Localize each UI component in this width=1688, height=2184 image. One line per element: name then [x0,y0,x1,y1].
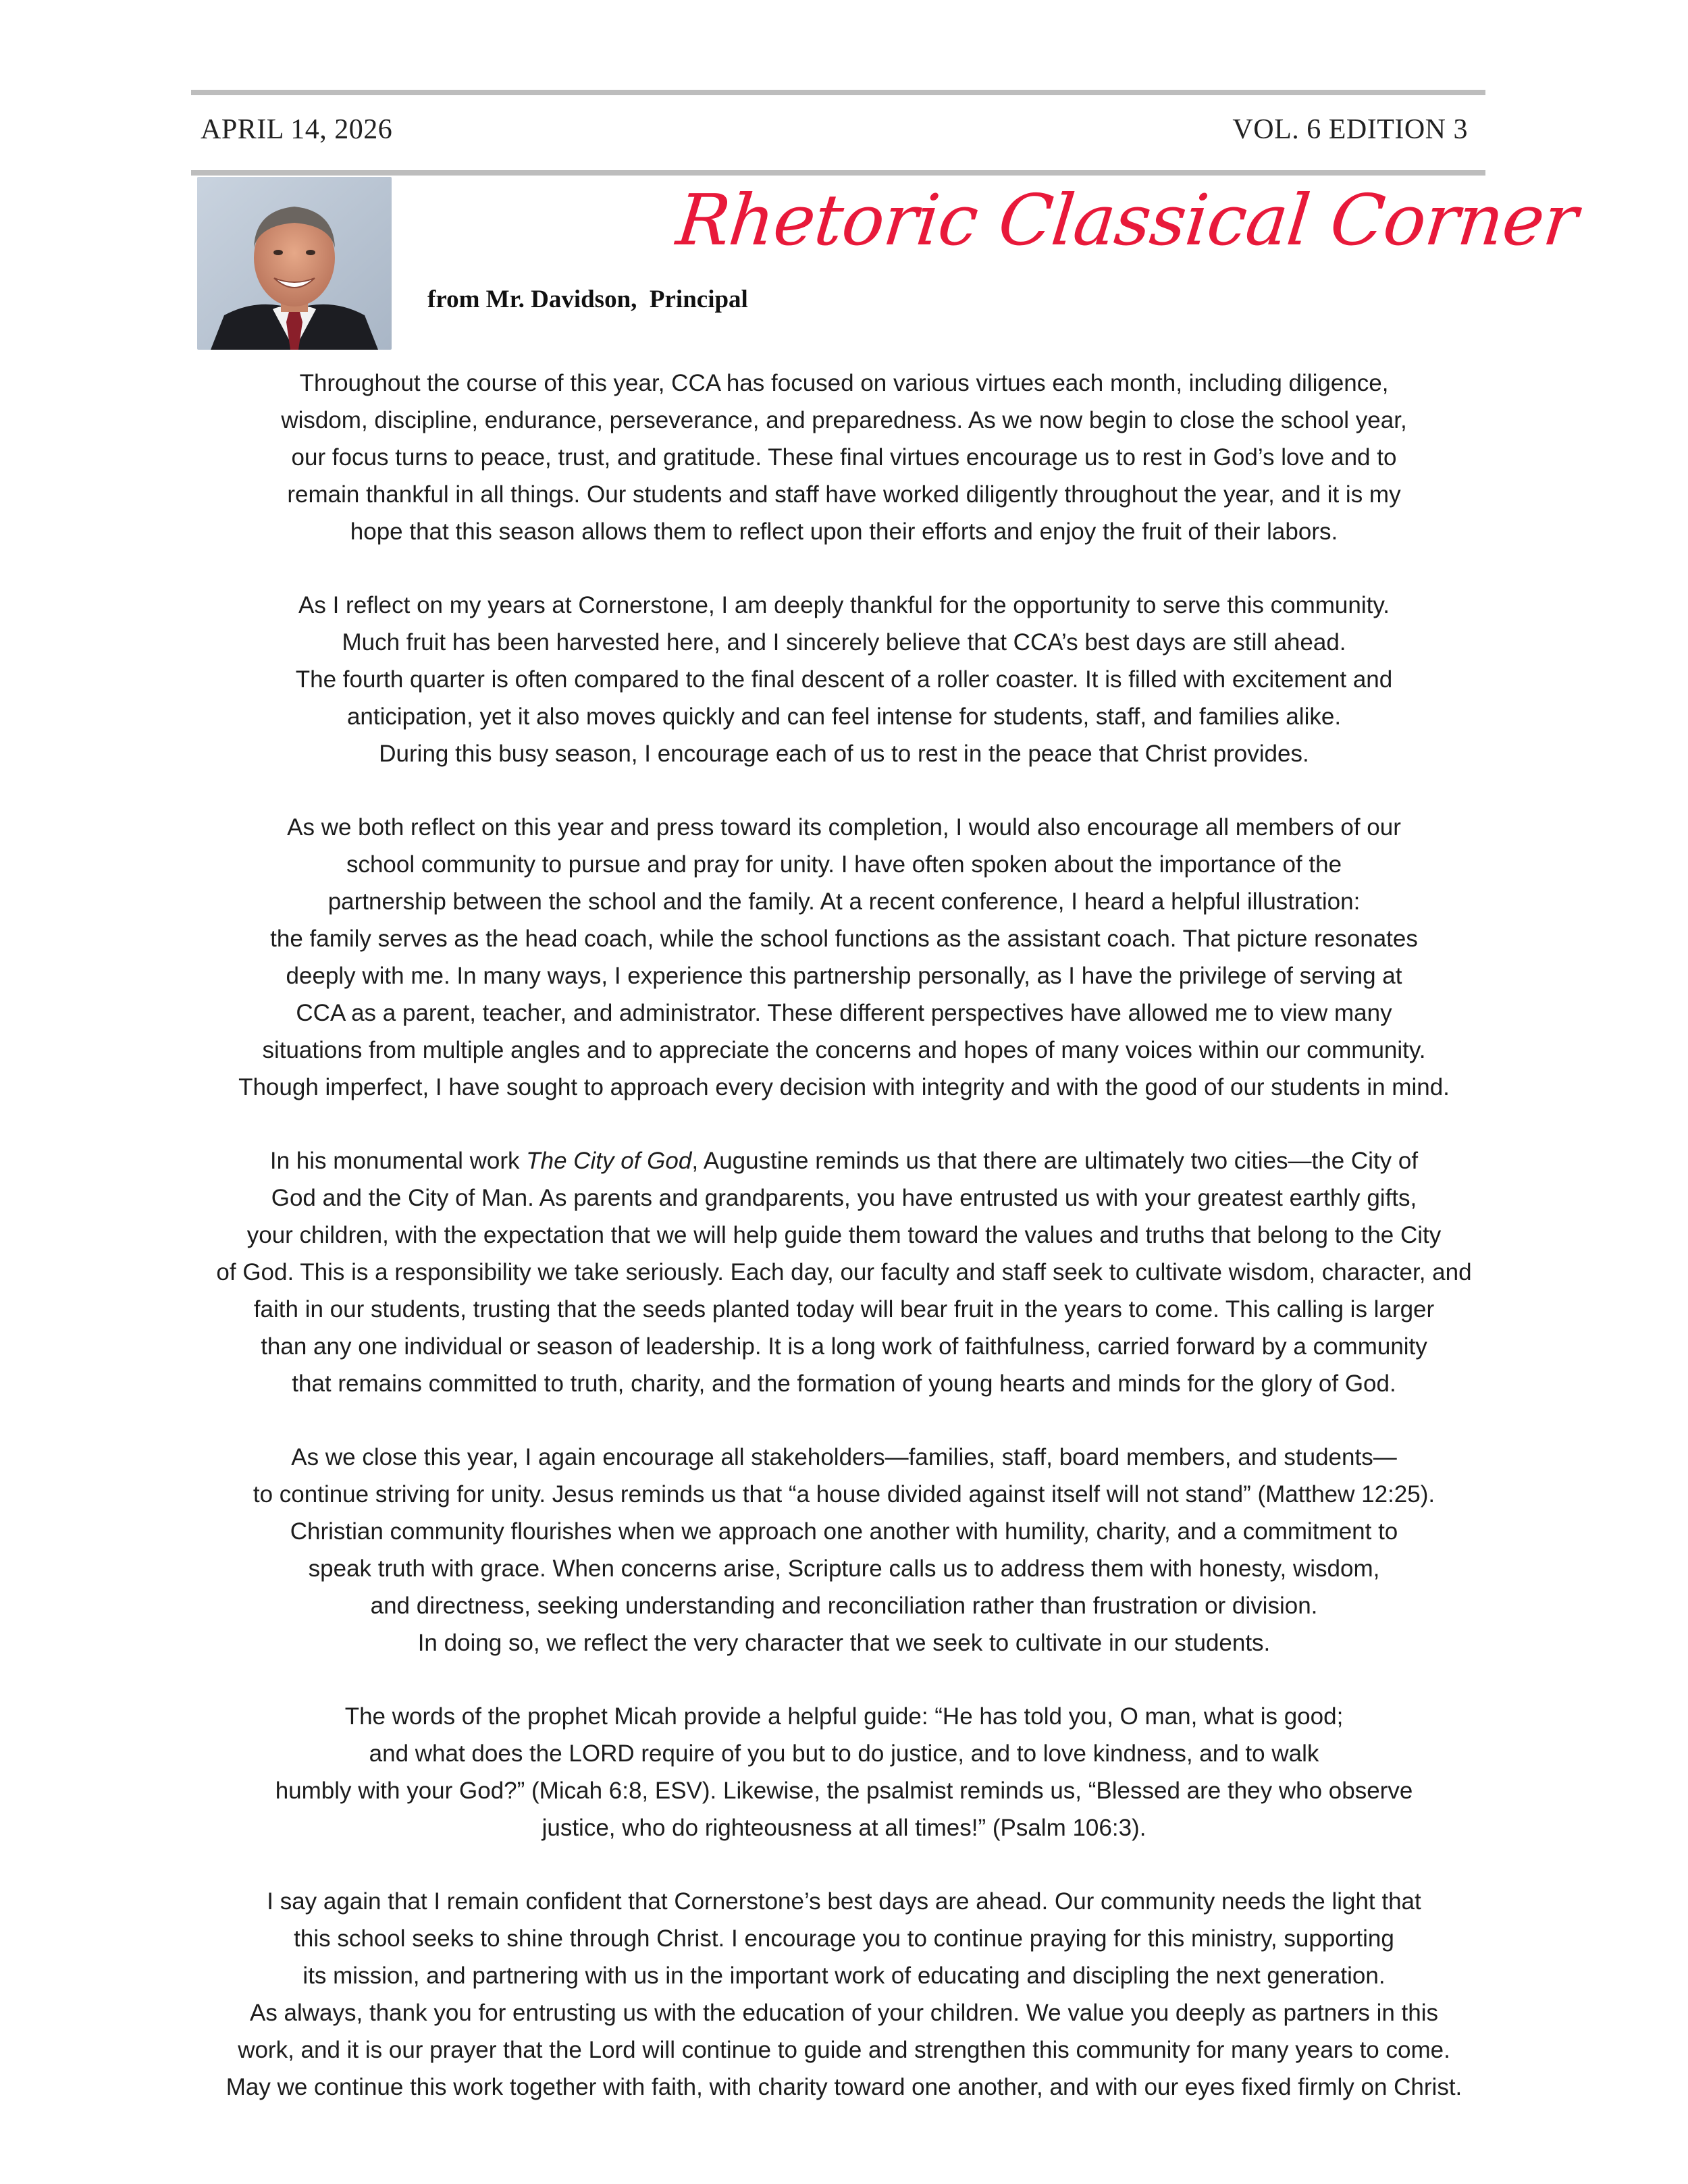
text-line: that remains committed to truth, charity, and the formation of young hearts and minds for the glory of God. [292,1370,1396,1397]
byline: from Mr. Davidson, Principal [427,286,748,313]
issue-date: APRIL 14, 2026 [201,114,393,145]
text-line: anticipation, yet it also moves quickly and can feel intense for students, staff, and families alike. [346,703,1342,730]
text-line: wisdom, discipline, endurance, perseverance, and preparedness. As we now begin to close the school year, [281,407,1407,433]
text-line: our focus turns to peace, trust, and gratitude. These final virtues encourage us to rest in God’s love and to [291,444,1397,471]
principal-photo [197,177,392,350]
newsletter-title: Rhetoric Classical Corner [672,179,1581,261]
text-line: remain thankful in all things. Our students and staff have worked diligently throughout the year, and it is my [287,481,1401,508]
text-line: As we close this year, I again encourage all stakeholders—families, staff, board members, and students— [291,1444,1397,1470]
text-line: God and the City of Man. As parents and grandparents, you have entrusted us with your greatest earthly gifts, [271,1185,1417,1211]
text-line: of God. This is a responsibility we take seriously. Each day, our faculty and staff seek to cultivate wisdom, character, and [216,1259,1472,1285]
text-run: , Augustine reminds us that there are ultimately two cities—the City of [691,1148,1419,1174]
text-line: deeply with me. In many ways, I experience this partnership personally, as I have the privilege of serving at [286,963,1402,989]
paragraph [162,587,1526,772]
text-line: situations from multiple angles and to appreciate the concerns and hopes of many voices within our community. [262,1037,1426,1063]
text-line: school community to pursue and pray for unity. I have often spoken about the importance of the [346,851,1342,878]
text-line: than any one individual or season of leadership. It is a long work of faithfulness, carried forward by a community [261,1333,1427,1360]
text-line: humbly with your God?” (Micah 6:8, ESV). Likewise, the psalmist reminds us, “Blessed are they who observe [275,1778,1413,1804]
text-line: and directness, seeking understanding and reconciliation rather than frustration or division. [370,1593,1318,1619]
text-line: this school seeks to shine through Christ. I encourage you to continue praying for this ministry, supporting [294,1925,1394,1952]
text-line: its mission, and partnering with us in the important work of educating and discipling the next generation. [302,1963,1386,1989]
book-title: The City of God [526,1148,692,1174]
text-line: May we continue this work together with faith, with charity toward one another, and with our eyes fixed firmly on Christ. [226,2074,1462,2100]
text-line: Much fruit has been harvested here, and I sincerely believe that CCA’s best days are still ahead. [342,629,1346,656]
paragraph [162,1142,1526,1402]
letter-body [162,365,1526,2142]
text-line: justice, who do righteousness at all times!” (Psalm 106:3). [542,1815,1146,1841]
text-line: work, and it is our prayer that the Lord will continue to guide and strengthen this community for many years to come. [238,2037,1450,2063]
volume-edition: VOL. 6 EDITION 3 [1232,114,1468,145]
text-line: As I reflect on my years at Cornerstone, I am deeply thankful for the opportunity to serve this community. [298,592,1390,618]
text-line: As we both reflect on this year and press toward its completion, I would also encourage all members of our [287,814,1401,841]
text-line: As always, thank you for entrusting us with the education of your children. We value you deeply as partners in this [249,2000,1439,2026]
paragraph [162,1698,1526,1846]
top-divider [191,90,1485,95]
text-line [162,1142,1526,1179]
paragraph [162,1883,1526,2106]
text-line: The words of the prophet Micah provide a helpful guide: “He has told you, O man, what is good; [344,1703,1344,1730]
text-run: In his monumental work [269,1148,527,1174]
text-line: The fourth quarter is often compared to the final descent of a roller coaster. It is filled with excitement and [295,666,1393,693]
text-line: hope that this season allows them to reflect upon their efforts and enjoy the fruit of their labors. [350,518,1338,545]
text-line: your children, with the expectation that we will help guide them toward the values and truths that belong to the City [246,1222,1442,1248]
text-line: to continue striving for unity. Jesus reminds us that “a house divided against itself will not stand” (Matthew 12:25). [253,1481,1435,1508]
paragraph [162,365,1526,550]
text-line: During this busy season, I encourage each of us to rest in the peace that Christ provides. [379,741,1309,767]
text-line: faith in our students, trusting that the seeds planted today will bear fruit in the years to come. This calling is larger [253,1296,1435,1323]
text-line: Though imperfect, I have sought to approach every decision with integrity and with the good of our students in mind. [238,1074,1450,1100]
text-line: CCA as a parent, teacher, and administrator. These different perspectives have allowed me to view many [296,1000,1392,1026]
paragraph [162,809,1526,1106]
paragraph [162,1439,1526,1661]
text-line: In doing so, we reflect the very character that we seek to cultivate in our students. [417,1630,1271,1656]
text-line: Throughout the course of this year, CCA has focused on various virtues each month, including diligence, [299,370,1389,396]
text-line: Christian community flourishes when we approach one another with humility, charity, and a commitment to [290,1518,1398,1545]
header-divider [191,170,1485,176]
text-line: and what does the LORD require of you but to do justice, and to love kindness, and to walk [369,1740,1319,1767]
text-line: I say again that I remain confident that Cornerstone’s best days are ahead. Our community needs the light that [267,1888,1421,1915]
text-line: partnership between the school and the family. At a recent conference, I heard a helpful illustration: [327,888,1361,915]
text-line: speak truth with grace. When concerns arise, Scripture calls us to address them with honesty, wisdom, [308,1555,1380,1582]
text-line: the family serves as the head coach, while the school functions as the assistant coach. That picture resonates [270,926,1418,952]
